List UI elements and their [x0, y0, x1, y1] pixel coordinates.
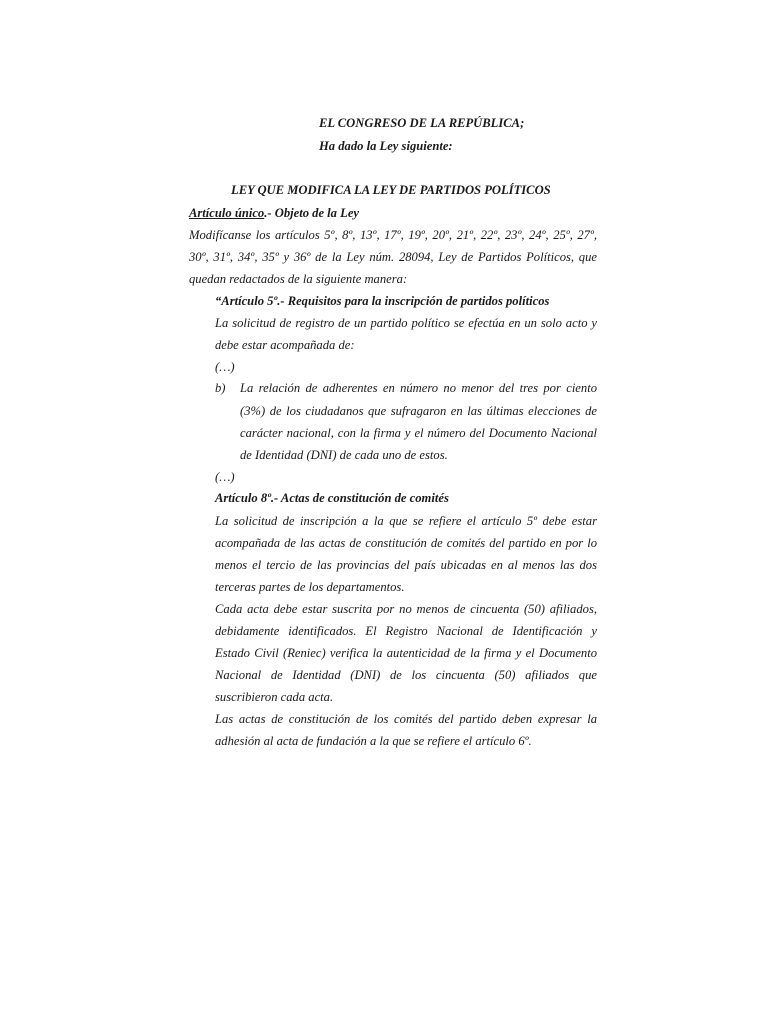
item-b-line: (3%) de los ciudadanos que sufragaron en las últimas elecciones de: [240, 404, 597, 418]
single-article-label: Artículo único: [189, 206, 265, 220]
article8-paragraph2-line: Nacional de Identidad (DNI) de los cincuenta (50) afiliados que: [215, 668, 597, 682]
item-b-line: La relación de adherentes en número no menor del tres por ciento: [240, 381, 597, 395]
list-marker-b: b): [215, 381, 226, 395]
congress-heading: EL CONGRESO DE LA REPÚBLICA;: [319, 116, 525, 130]
single-article-line: quedan redactados de la siguiente manera:: [189, 272, 408, 286]
article8-paragraph2-line: Estado Civil (Reniec) verifica la autenticidad de la firma y el Documento: [215, 646, 597, 660]
article8-paragraph2-line: debidamente identificados. El Registro Nacional de Identificación y: [215, 624, 597, 638]
article5-line: debe estar acompañada de:: [215, 338, 355, 352]
article8-paragraph1-line: acompañada de las actas de constitución de comités del partido en por lo: [215, 536, 597, 550]
ellipsis: (…): [215, 470, 235, 484]
article8-paragraph1-line: menos el tercio de las provincias del país ubicadas en al menos las dos: [215, 558, 597, 572]
law-given-heading: Ha dado la Ley siguiente:: [319, 139, 453, 153]
article8-paragraph1-line: La solicitud de inscripción a la que se refiere el artículo 5º debe estar: [215, 514, 597, 528]
article5-line: La solicitud de registro de un partido político se efectúa en un solo acto y: [215, 316, 597, 330]
item-b-line: carácter nacional, con la firma y el número del Documento Nacional: [240, 426, 597, 440]
article8-paragraph2-line: suscribieron cada acta.: [215, 690, 334, 704]
article8-paragraph3-line: Las actas de constitución de los comités del partido deben expresar la: [215, 712, 597, 726]
ellipsis: (…): [215, 360, 235, 374]
law-title: LEY QUE MODIFICA LA LEY DE PARTIDOS POLÍTICOS: [231, 183, 551, 197]
article8-paragraph2-line: Cada acta debe estar suscrita por no menos de cincuenta (50) afiliados,: [215, 602, 597, 616]
article8-paragraph1-line: terceras partes de los departamentos.: [215, 580, 405, 594]
article5-heading: “Artículo 5º.- Requisitos para la inscripción de partidos políticos: [215, 294, 550, 308]
article8-paragraph3-line: adhesión al acta de fundación a la que se refiere el artículo 6º.: [215, 734, 532, 748]
single-article-heading: [189, 205, 359, 221]
single-article-line: Modifícanse los artículos 5º, 8º, 13º, 17º, 19º, 20º, 21º, 22º, 23º, 24º, 25º, 27º,: [189, 228, 597, 242]
single-article-subtitle: .- Objeto de la Ley: [264, 206, 360, 220]
item-b-line: de Identidad (DNI) de cada uno de estos.: [240, 448, 448, 462]
single-article-line: 30º, 31º, 34º, 35º y 36º de la Ley núm. 28094, Ley de Partidos Políticos, que: [189, 250, 597, 264]
article8-heading: Artículo 8º.- Actas de constitución de comités: [215, 491, 449, 505]
